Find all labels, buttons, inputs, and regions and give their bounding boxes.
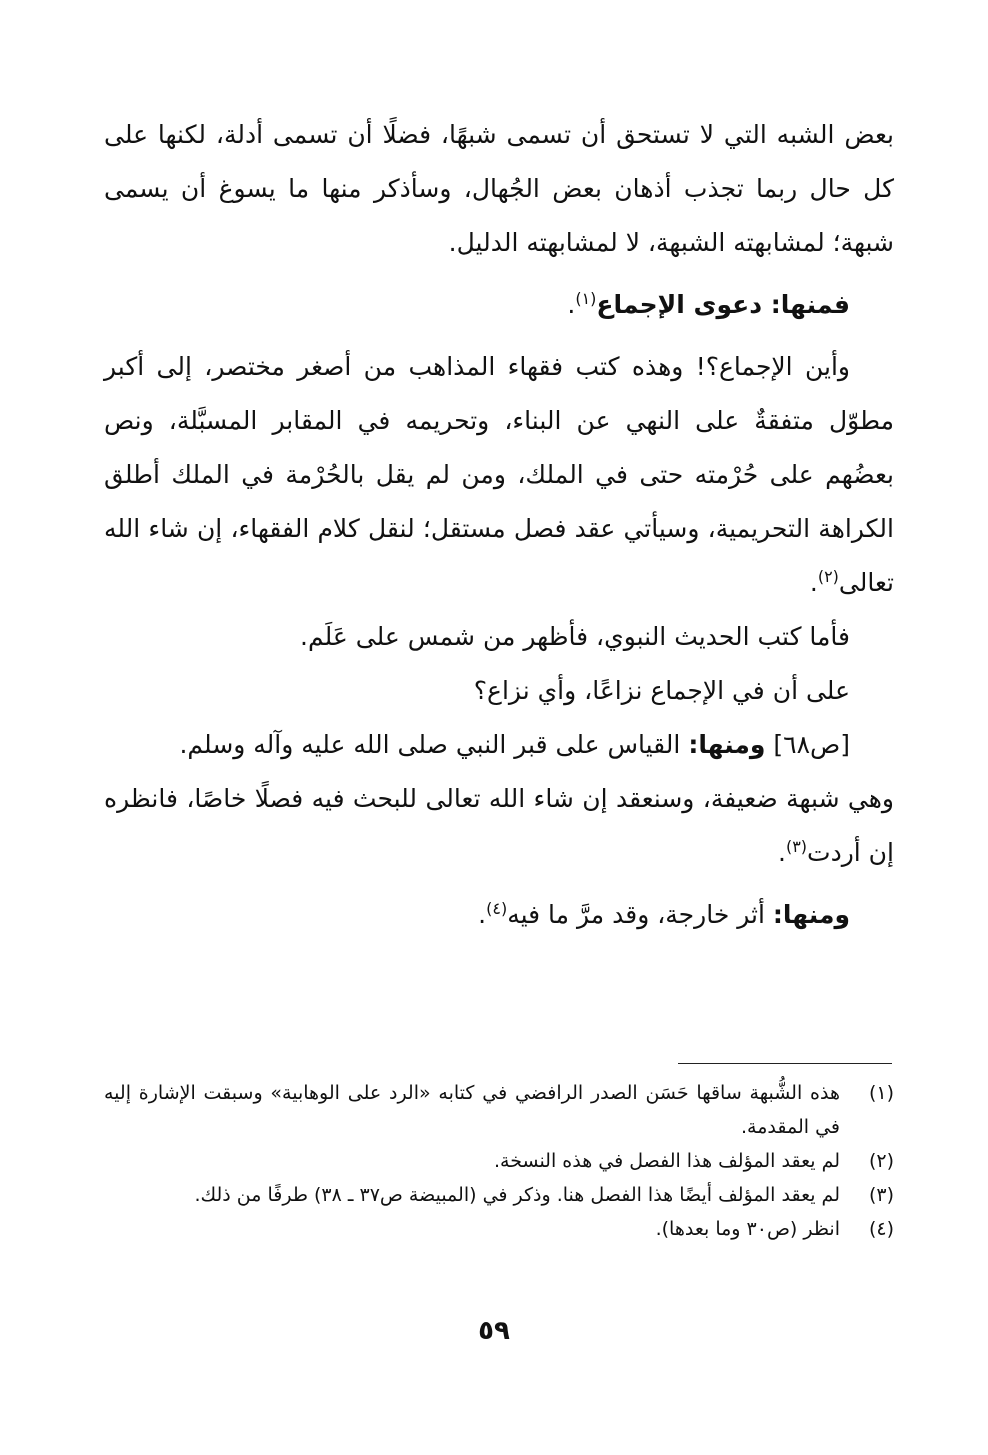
main-text — [104, 108, 894, 942]
punctuation: . — [809, 568, 818, 597]
footnote-2 — [104, 1144, 894, 1178]
paragraph-hadith-books — [104, 610, 894, 664]
paragraph-intro-text: بعض الشبه التي لا تستحق أن تسمى شبهًا، فضلًا أن تسمى أدلة، لكنها على كل حال ربما تجذب أذهان بعض الجُهال، وسأذكر منها ما يسوغ أن يسمى شبهة؛ لمشابهته الشبهة، لا لمشابهته الدليل. — [104, 120, 894, 257]
paragraph-kharija-text: أثر خارجة، وقد مرَّ ما فيه — [507, 900, 773, 929]
section-lead: ومنها: — [688, 730, 766, 759]
paragraph-ijma-claim — [104, 278, 894, 332]
section-lead: فمنها: — [770, 290, 850, 319]
footnotes — [104, 1076, 894, 1246]
punctuation: . — [778, 838, 786, 867]
paragraph-intro — [104, 108, 894, 270]
paragraph-kharija — [104, 888, 894, 942]
paragraph-ijma-rebuttal — [104, 340, 894, 610]
footnote-text: لم يعقد المؤلف هذا الفصل في هذه النسخة. — [494, 1150, 840, 1172]
footnote-4 — [104, 1212, 894, 1246]
footnote-3 — [104, 1178, 894, 1212]
paragraph-dispute — [104, 664, 894, 718]
footnote-ref-2[interactable]: (٢) — [817, 567, 839, 586]
page-marker: [ص٦٨] — [765, 730, 850, 759]
footnote-ref-4[interactable]: (٤) — [486, 899, 508, 918]
punctuation: . — [567, 290, 576, 319]
punctuation: . — [478, 900, 487, 929]
paragraph-weak-argument — [104, 772, 894, 880]
footnote-number: (٤) — [868, 1218, 894, 1240]
footnote-number: (٣) — [868, 1184, 894, 1206]
paragraph-analogy — [104, 718, 894, 772]
footnote-number: (١) — [868, 1082, 894, 1104]
footnote-ref-1[interactable]: (١) — [575, 289, 597, 308]
footnote-text: هذه الشُّبهة ساقها حَسَن الصدر الرافضي في كتابه «الرد على الوهابية» وسبقت الإشارة إليه في المقدمة. — [104, 1082, 840, 1138]
paragraph-ijma-claim-text: دعوى الإجماع — [596, 290, 771, 319]
paragraph-ijma-rebuttal-text: وأين الإجماع؟! وهذه كتب فقهاء المذاهب من أصغر مختصر، إلى أكبر مطوّل متفقةٌ على النهي عن البناء، وتحريمه في المقابر المسبَّلة، ونص بعضُهم على حُرْمته حتى في الملك، ومن لم يقل بالحُرْمة في الملك أطلق الكراهة التحريمية، وسيأتي عقد فصل مستقل؛ لنقل كلام الفقهاء، إن شاء الله تعالى — [104, 352, 894, 597]
footnote-number: (٢) — [868, 1150, 894, 1172]
footnote-1 — [104, 1076, 894, 1144]
paragraph-weak-argument-text: وهي شبهة ضعيفة، وسنعقد إن شاء الله تعالى للبحث فيه فصلًا خاصًا، فانظره إن أردت — [104, 784, 894, 867]
page-number: ٥٩ — [478, 1316, 510, 1346]
footnote-text: انظر (ص٣٠ وما بعدها). — [655, 1218, 840, 1240]
section-lead: ومنها: — [772, 900, 850, 929]
paragraph-analogy-text: القياس على قبر النبي صلى الله عليه وآله وسلم. — [179, 730, 689, 759]
footnote-ref-3[interactable]: (٣) — [785, 837, 808, 856]
paragraph-dispute-text: على أن في الإجماع نزاعًا، وأي نزاع؟ — [473, 676, 850, 705]
paragraph-hadith-books-text: فأما كتب الحديث النبوي، فأظهر من شمس على عَلَم. — [300, 622, 850, 651]
footnote-text: لم يعقد المؤلف أيضًا هذا الفصل هنا. وذكر في (المبيضة ص٣٧ ـ ٣٨) طرفًا من ذلك. — [194, 1184, 840, 1206]
footnote-separator — [678, 1063, 892, 1064]
